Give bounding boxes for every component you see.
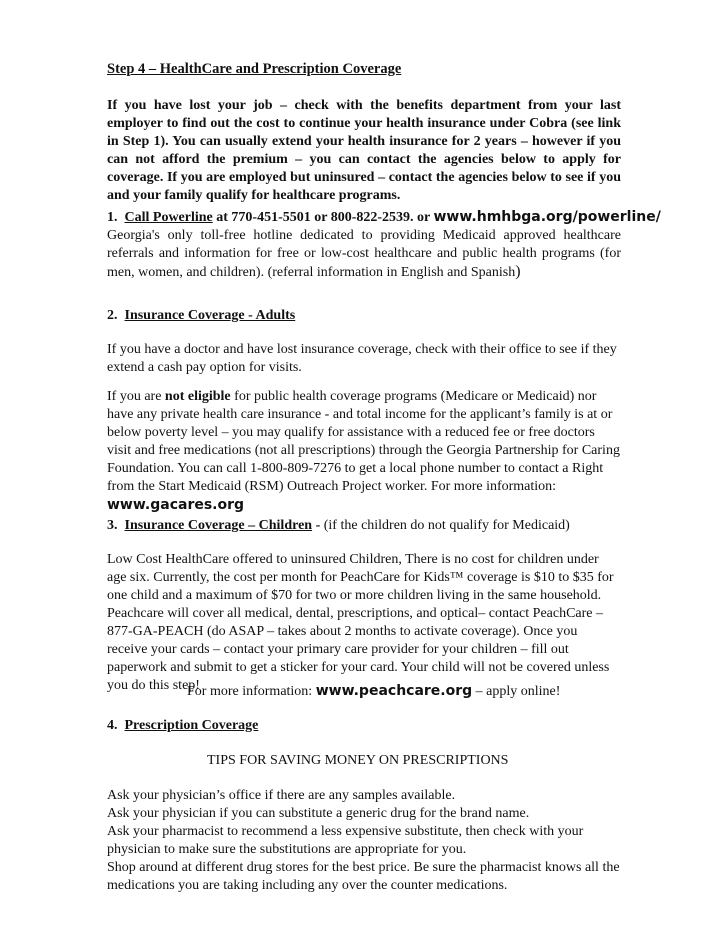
tips-title: TIPS FOR SAVING MONEY ON PRESCRIPTIONS <box>207 753 509 768</box>
adults-heading: Insurance Coverage - Adults <box>124 308 296 323</box>
section3-heading: 3. Insurance Coverage – Children - (if the children do not qualify for Medicaid) <box>107 518 570 533</box>
section1-number: 1. <box>107 210 118 225</box>
section4-heading: 4. Prescription Coverage <box>107 718 259 733</box>
tip-4: Shop around at different drug stores for the best price. Be sure the pharmacist knows all the medications you are taking including any over the counter medications. <box>107 860 620 893</box>
tip-2: Ask your physician if you can substitute a generic drug for the brand name. <box>107 806 530 821</box>
section1-heading <box>107 208 661 227</box>
section3-para: Low Cost HealthCare offered to uninsured Children, There is no cost for children under age six. Currently, the cost per month for PeachCare for Kids™ coverage is $10 to $35 for one child and a maximum of $70 for two or more children living in the same household. Peachcare will cover all medical, dental, prescriptions, and optical– contact PeachCare – 877-GA-PEACH (do ASAP – takes about 2 months to activate coverage). Once you receive your cards – contact your primary care provider for your children – fill out paperwork and submit to get a sticker for your card. Your child will not be covered unless you do this step! <box>107 552 614 693</box>
not-eligible-text: not eligible <box>164 389 231 404</box>
section1-description: Georgia's only toll-free hotline dedicated to providing Medicaid approved healthcare referrals and information for free or low-cost healthcare and public health programs (for men, women, and children). (referral information in English and Spanish) <box>107 228 621 280</box>
step4-title: Step 4 – HealthCare and Prescription Coverage <box>107 61 402 77</box>
section2-para1: If you have a doctor and have lost insurance coverage, check with their office to see if they extend a cash pay option for visits. <box>107 342 617 375</box>
tip-3: Ask your pharmacist to recommend a less expensive substitute, then check with your physician to make sure the substitutions are appropriate for you. <box>107 824 584 857</box>
tips-list <box>107 787 621 895</box>
section2-heading: 2. Insurance Coverage - Adults <box>107 308 296 323</box>
gacares-url[interactable]: www.gacares.org <box>107 497 245 513</box>
tip-1: Ask your physician’s office if there are any samples available. <box>107 788 456 803</box>
powerline-phones: at 770-451-5501 or 800-822-2539. or <box>212 210 434 225</box>
children-heading: Insurance Coverage – Children <box>124 518 313 533</box>
powerline-link[interactable]: Call Powerline <box>124 210 213 225</box>
powerline-url[interactable]: www.hmhbga.org/powerline/ <box>433 209 661 225</box>
prescription-heading: Prescription Coverage <box>124 718 259 733</box>
section2-para2: If you are not eligible for public health coverage programs (Medicare or Medicaid) nor have any private health care insurance - and total income for the applicant’s family is at or below poverty level – you may qualify for assistance with a reduced fee or free doctors visit and free medications (not all prescriptions) through the Georgia Partnership for Caring Foundation. You can call 1-800-809-7276 to get a local phone number to contact a Right from the Start Medicaid (RSM) Outreach Project worker. For more information: www.gacares.org <box>107 389 620 513</box>
peachcare-url[interactable]: www.peachcare.org <box>315 683 473 699</box>
section1 <box>107 208 661 282</box>
peachcare-more-info: For more information: www.peachcare.org – apply online! <box>187 683 561 699</box>
step4-intro: If you have lost your job – check with the benefits department from your last employer to find out the cost to continue your health insurance under Cobra (see link in Step 1). You can usually extend your health insurance for 2 years – however if you can not afford the premium – you can contact the agencies below to apply for coverage. If you are employed but uninsured – contact the agencies below to see if you and your family qualify for healthcare programs. <box>107 98 621 203</box>
children-note: (if the children do not qualify for Medicaid) <box>323 518 570 533</box>
